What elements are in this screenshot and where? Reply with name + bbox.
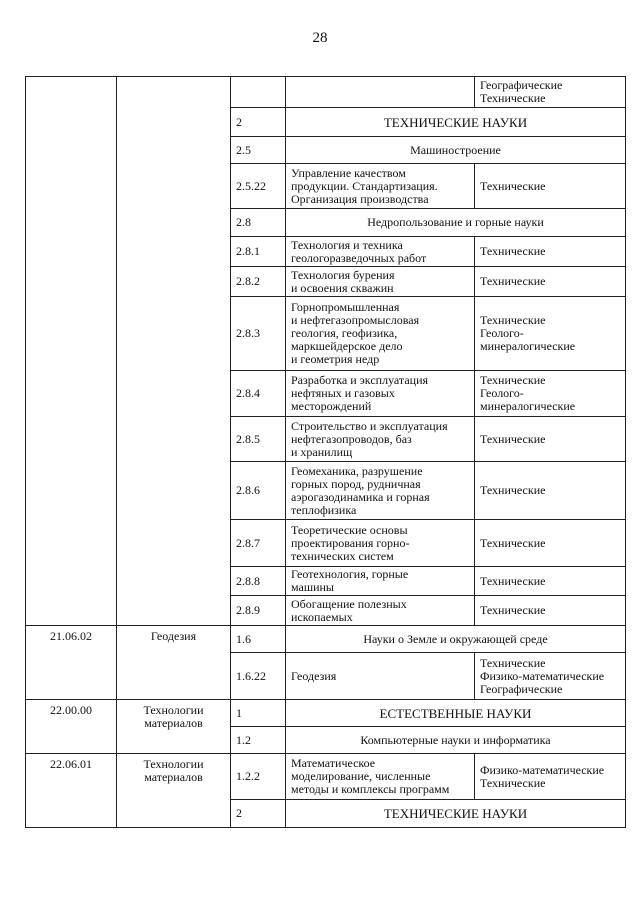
specialty-code: 2.8.6 — [231, 462, 286, 520]
section-heading: ТЕХНИЧЕСКИЕ НАУКИ — [286, 108, 626, 137]
specialty-name: Геомеханика, разрушение горных пород, рудничная аэрогазодинамика и горная теплофизика — [286, 462, 475, 520]
science-fields: Технические — [475, 520, 626, 567]
program-title: Геодезия — [117, 626, 231, 700]
specialties-table — [25, 76, 626, 828]
specialty-name: Геотехнология, горные машины — [286, 567, 475, 596]
specialty-name: Технология и техника геологоразведочных работ — [286, 237, 475, 267]
section-heading: ЕСТЕСТВЕННЫЕ НАУКИ — [286, 700, 626, 727]
science-fields: Технические Геолого- минералогические — [475, 297, 626, 371]
section-heading: ТЕХНИЧЕСКИЕ НАУКИ — [286, 800, 626, 828]
specialty-name: Геодезия — [286, 653, 475, 700]
program-title: Технологии материалов — [117, 700, 231, 754]
specialty-code: 2.8.7 — [231, 520, 286, 567]
science-fields: Технические Геолого- минералогические — [475, 371, 626, 417]
specialty-name: Строительство и эксплуатация нефтегазопроводов, баз и хранилищ — [286, 417, 475, 462]
science-fields: Технические — [475, 164, 626, 209]
specialty-code: 2.5.22 — [231, 164, 286, 209]
table-row — [26, 626, 626, 653]
specialty-code: 2.8.9 — [231, 596, 286, 626]
specialty-code: 2.5 — [231, 137, 286, 164]
table-row — [26, 700, 626, 727]
page-number: 28 — [312, 30, 328, 46]
section-heading: Науки о Земле и окружающей среде — [286, 626, 626, 653]
specialty-code: 2.8 — [231, 209, 286, 237]
program-code: 22.06.01 — [26, 754, 117, 828]
science-fields: Физико-математические Технические — [475, 754, 626, 800]
program-title — [117, 77, 231, 626]
specialty-code: 2.8.8 — [231, 567, 286, 596]
specialty-name — [286, 77, 475, 108]
specialty-name: Управление качеством продукции. Стандартизация. Организация производства — [286, 164, 475, 209]
specialty-name: Горнопромышленная и нефтегазопромысловая геология, геофизика, маркшейдерское дело и геометрия недр — [286, 297, 475, 371]
science-fields: Технические — [475, 237, 626, 267]
specialty-code: 2.8.3 — [231, 297, 286, 371]
science-fields: Технические — [475, 417, 626, 462]
specialty-code: 2.8.4 — [231, 371, 286, 417]
section-heading: Машиностроение — [286, 137, 626, 164]
specialty-name: Математическое моделирование, численные методы и комплексы программ — [286, 754, 475, 800]
science-fields: Технические — [475, 267, 626, 297]
specialty-code — [231, 77, 286, 108]
specialty-code: 1.6.22 — [231, 653, 286, 700]
table-row — [26, 77, 626, 108]
table-row — [26, 754, 626, 800]
section-heading: Компьютерные науки и информатика — [286, 727, 626, 754]
specialty-code: 1 — [231, 700, 286, 727]
science-fields: Технические Физико-математические Географические — [475, 653, 626, 700]
specialty-code: 1.2.2 — [231, 754, 286, 800]
program-code — [26, 77, 117, 626]
specialty-name: Разработка и эксплуатация нефтяных и газовых месторождений — [286, 371, 475, 417]
science-fields: Географические Технические — [475, 77, 626, 108]
specialty-name: Теоретические основы проектирования горно- технических систем — [286, 520, 475, 567]
specialty-name: Технология бурения и освоения скважин — [286, 267, 475, 297]
specialty-name: Обогащение полезных ископаемых — [286, 596, 475, 626]
science-fields: Технические — [475, 596, 626, 626]
program-code: 22.00.00 — [26, 700, 117, 754]
science-fields: Технические — [475, 462, 626, 520]
specialty-code: 2 — [231, 800, 286, 828]
specialty-code: 2.8.1 — [231, 237, 286, 267]
science-fields: Технические — [475, 567, 626, 596]
program-code: 21.06.02 — [26, 626, 117, 700]
program-title: Технологии материалов — [117, 754, 231, 828]
specialty-code: 2 — [231, 108, 286, 137]
specialty-code: 1.6 — [231, 626, 286, 653]
specialty-code: 2.8.2 — [231, 267, 286, 297]
section-heading: Недропользование и горные науки — [286, 209, 626, 237]
specialty-code: 1.2 — [231, 727, 286, 754]
specialty-code: 2.8.5 — [231, 417, 286, 462]
